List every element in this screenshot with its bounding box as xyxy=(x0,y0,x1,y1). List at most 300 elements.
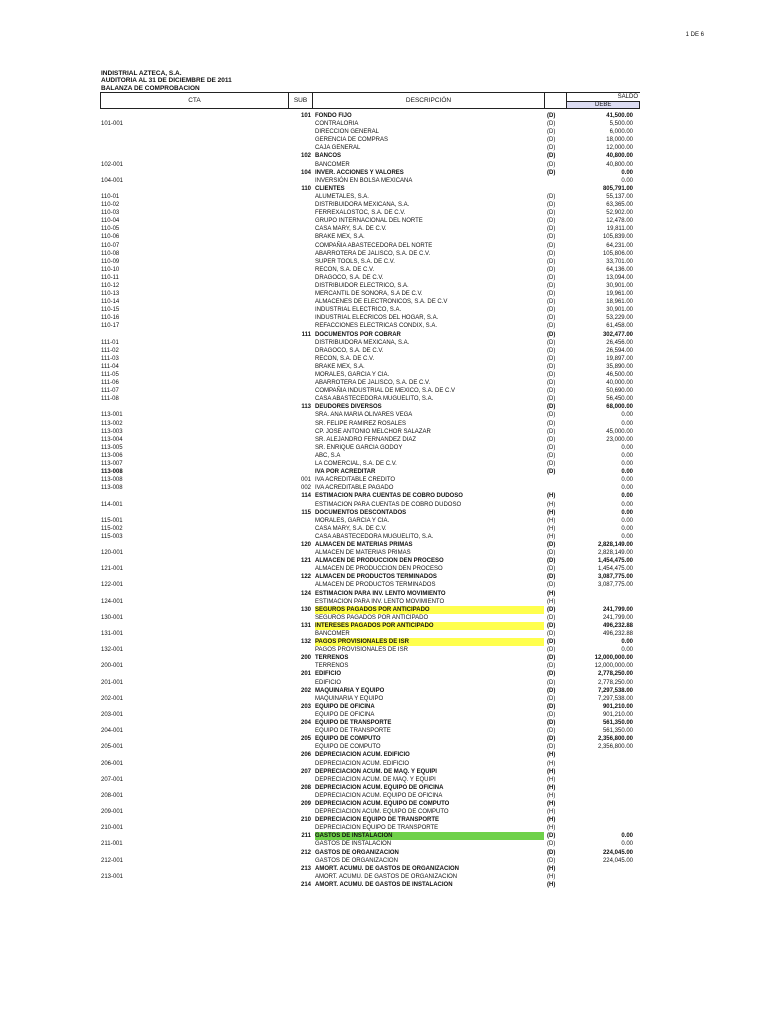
cell-debe: 40,800.00 xyxy=(606,153,633,160)
table-row xyxy=(0,630,768,638)
cell-debe: 64,231.00 xyxy=(606,242,633,249)
table-row xyxy=(0,371,768,379)
table-row xyxy=(0,581,768,589)
cell-debe: 105,806.00 xyxy=(602,250,633,257)
cell-desc: SR. FELIPE RAMIREZ ROSALES xyxy=(315,420,407,427)
cell-nature: (D) xyxy=(547,113,556,119)
cell-nature: (D) xyxy=(547,736,556,743)
cell-sub: 202 xyxy=(300,687,311,694)
table-row xyxy=(0,420,768,428)
cell-desc: FONDO FIJO xyxy=(315,113,352,119)
col-saldo-header: SALDO xyxy=(557,92,640,101)
cell-desc: ESTIMACION PARA CUENTAS DE COBRO DUDOSO xyxy=(315,501,462,508)
cell-sub: 210 xyxy=(300,817,311,824)
cell-sub: 002 xyxy=(300,485,311,492)
table-row xyxy=(0,687,768,695)
cell-debe: 0.00 xyxy=(621,639,633,646)
table-row xyxy=(0,242,768,250)
table-row xyxy=(0,646,768,654)
cell-desc: ABARROTERA DE JALISCO, S.A. DE C.V. xyxy=(315,380,431,387)
cell-nature: (H) xyxy=(547,590,556,597)
cell-desc: INDUSTRIAL ELECTRICO, S.A. xyxy=(315,307,402,314)
cell-sub: 203 xyxy=(300,703,311,710)
cell-desc: MAQUINARIA Y EQUIPO xyxy=(315,687,385,694)
cell-cta: 205-001 xyxy=(101,744,124,751)
cell-desc: DISTRIBUIDORA MEXICANA, S.A. xyxy=(315,339,410,346)
cell-desc: GRUPO INTERNACIONAL DEL NORTE xyxy=(315,218,423,225)
cell-desc: SUPER TOOLS, S.A. DE C.V. xyxy=(315,258,395,265)
cell-debe: 26,594.00 xyxy=(606,347,633,354)
table-row xyxy=(0,217,768,225)
table-row xyxy=(0,768,768,776)
cell-nature: (D) xyxy=(547,849,556,856)
table-row xyxy=(0,403,768,411)
cell-desc: DIRECCION GENERAL xyxy=(315,129,380,136)
table-row xyxy=(0,185,768,193)
cell-nature: (D) xyxy=(547,388,556,395)
cell-debe: 35,890.00 xyxy=(606,363,633,370)
cell-cta: 113-001 xyxy=(101,412,123,419)
cell-nature: (D) xyxy=(547,655,556,662)
cell-sub: 113 xyxy=(301,404,311,411)
cell-desc: GASTOS DE ORGANIZACION xyxy=(315,857,398,864)
cell-desc: ABARROTERA DE JALISCO, S.A. DE C.V. xyxy=(315,250,431,257)
cell-desc: SR. ENRIQUE GARCIA GODOY xyxy=(315,444,403,451)
table-row xyxy=(0,209,768,217)
cell-cta: 110-15 xyxy=(101,307,120,314)
cell-desc: CASA MARY, S.A. DE C.V. xyxy=(315,525,387,532)
cell-nature: (D) xyxy=(547,639,556,646)
cell-nature: (D) xyxy=(547,420,556,427)
cell-cta: 120-001 xyxy=(101,550,124,557)
cell-debe: 0.00 xyxy=(621,517,633,524)
cell-sub: 114 xyxy=(301,493,311,500)
cell-desc: CONTRALORIA xyxy=(315,121,359,128)
cell-desc: DEPRECIACION ACUM. EDIFICIO xyxy=(315,760,410,767)
cell-debe: 33,701.00 xyxy=(606,258,633,265)
table-row xyxy=(0,452,768,460)
cell-desc: DEPRECIACION ACUM. EQUIPO DE OFICINA xyxy=(315,792,443,799)
cell-cta: 209-001 xyxy=(101,809,124,816)
cell-desc: DRAGOCO, S.A. DE C.V. xyxy=(315,347,384,354)
cell-debe: 0.00 xyxy=(621,509,633,516)
cell-debe: 12,000,000.00 xyxy=(594,663,633,670)
table-row xyxy=(0,873,768,881)
cell-cta: 110-12 xyxy=(101,282,120,289)
cell-desc: DEPRECIACION ACUM. DE MAQ. Y EQUIPI xyxy=(315,768,437,775)
table-row xyxy=(0,282,768,290)
cell-nature: (H) xyxy=(547,873,556,880)
cell-debe: 0.00 xyxy=(621,177,633,184)
cell-nature: (D) xyxy=(547,274,556,281)
cell-debe: 0.00 xyxy=(621,461,633,468)
table-row xyxy=(0,484,768,492)
report-header xyxy=(101,70,232,92)
cell-nature: (D) xyxy=(547,282,556,289)
cell-nature: (H) xyxy=(547,752,556,759)
cell-debe: 30,901.00 xyxy=(606,307,633,314)
cell-debe: 0.00 xyxy=(621,493,633,500)
cell-desc: INVERSIÓN EN BOLSA MEXICANA xyxy=(315,177,413,184)
cell-desc: ALMACEN DE MATERIAS PRIMAS xyxy=(315,550,411,557)
cell-sub: 132 xyxy=(300,639,311,646)
cell-sub: 205 xyxy=(300,736,311,743)
cell-nature: (D) xyxy=(547,380,556,387)
cell-desc: IVA ACREDITABLE CREDITO xyxy=(315,477,396,484)
cell-debe: 302,477.00 xyxy=(602,331,633,338)
cell-desc: SEGUROS PAGADOS POR ANTICIPADO xyxy=(315,606,544,614)
table-row xyxy=(0,541,768,549)
cell-desc: EQUIPO DE OFICINA xyxy=(315,711,375,718)
cell-desc: DEPRECIACION EQUIPO DE TRANSPORTE xyxy=(315,825,439,832)
cell-cta: 102-001 xyxy=(101,161,124,168)
cell-nature: (H) xyxy=(547,776,556,783)
cell-desc: MORALES, GARCIA Y CIA. xyxy=(315,517,390,524)
page-number: 1 DE 6 xyxy=(685,32,704,38)
cell-debe: 18,961.00 xyxy=(606,299,633,306)
table-row xyxy=(0,128,768,136)
cell-cta: 213-001 xyxy=(101,873,124,880)
cell-cta: 110-11 xyxy=(101,274,119,281)
cell-debe: 0.00 xyxy=(621,533,633,540)
table-row xyxy=(0,169,768,177)
cell-debe: 5,500.00 xyxy=(609,121,633,128)
cell-desc: EQUIPO DE TRANSPORTE xyxy=(315,720,392,727)
cell-sub: 104 xyxy=(300,169,311,176)
cell-debe: 6,000.00 xyxy=(609,129,633,136)
cell-cta: 113-002 xyxy=(101,420,123,427)
cell-desc: FERREXALOSTOC, S.A. DE C.V. xyxy=(315,210,406,217)
table-row xyxy=(0,760,768,768)
table-row xyxy=(0,444,768,452)
cell-debe: 1,454,475.00 xyxy=(597,566,633,573)
table-row xyxy=(0,517,768,525)
col-sub-header: SUB xyxy=(288,92,313,109)
cell-debe: 23,000.00 xyxy=(606,436,633,443)
cell-sub: 207 xyxy=(300,768,311,775)
cell-desc: ALMACEN DE MATERIAS PRIMAS xyxy=(315,541,413,548)
table-row xyxy=(0,395,768,403)
cell-cta: 111-06 xyxy=(101,380,119,387)
table-row xyxy=(0,355,768,363)
cell-sub: 124 xyxy=(300,590,311,597)
table-row xyxy=(0,298,768,306)
cell-sub: 208 xyxy=(300,784,311,791)
cell-desc: CAJA GENERAL xyxy=(315,145,361,152)
table-row xyxy=(0,679,768,687)
cell-desc: AMORT. ACUMU. DE GASTOS DE ORGANIZACION xyxy=(315,865,460,872)
cell-debe: 68,000.00 xyxy=(606,404,633,411)
cell-desc: DOCUMENTOS POR COBRAR xyxy=(315,331,401,338)
cell-nature: (D) xyxy=(547,469,556,476)
cell-desc: DISTRIBUIDORA MEXICANA, S.A. xyxy=(315,202,410,209)
table-row xyxy=(0,662,768,670)
cell-nature: (D) xyxy=(547,161,556,168)
table-row xyxy=(0,250,768,258)
cell-sub: 131 xyxy=(300,622,311,629)
cell-cta: 113-004 xyxy=(101,436,123,443)
cell-sub: 121 xyxy=(300,558,311,565)
cell-debe: 561,350.00 xyxy=(602,720,633,727)
cell-nature: (D) xyxy=(547,226,556,233)
cell-cta: 104-001 xyxy=(101,177,124,184)
cell-desc: AMORT. ACUMU. DE GASTOS DE INSTALACION xyxy=(315,881,453,888)
cell-nature: (D) xyxy=(547,452,556,459)
cell-desc: SR. ALEJANDRO FERNANDEZ DIAZ xyxy=(315,436,417,443)
cell-debe: 0.00 xyxy=(621,647,633,654)
table-row xyxy=(0,136,768,144)
cell-nature: (H) xyxy=(547,493,556,500)
cell-nature: (D) xyxy=(547,550,556,557)
table-row xyxy=(0,290,768,298)
cell-desc: GERENCIA DE COMPRAS xyxy=(315,137,389,144)
cell-desc: TERRENOS xyxy=(315,655,349,662)
cell-debe: 105,839.00 xyxy=(602,234,633,241)
cell-debe: 0.00 xyxy=(621,469,633,476)
cell-cta: 110-13 xyxy=(101,291,120,298)
cell-debe: 496,232.88 xyxy=(602,622,633,629)
cell-nature: (D) xyxy=(547,331,556,338)
table-row xyxy=(0,784,768,792)
table-row xyxy=(0,865,768,873)
cell-debe: 61,458.00 xyxy=(606,323,633,330)
cell-nature: (H) xyxy=(547,800,556,807)
cell-debe: 3,087,775.00 xyxy=(597,574,633,581)
cell-nature: (D) xyxy=(547,307,556,314)
cell-cta: 131-001 xyxy=(101,631,124,637)
table-row xyxy=(0,857,768,865)
cell-nature: (D) xyxy=(547,169,556,176)
cell-debe: 56,450.00 xyxy=(606,396,633,403)
table-row xyxy=(0,112,768,120)
cell-sub: 211 xyxy=(301,833,311,840)
cell-nature: (D) xyxy=(547,444,556,451)
table-row xyxy=(0,881,768,889)
cell-nature: (H) xyxy=(547,525,556,532)
cell-desc: REFACCIONES ELECTRICAS CONDIX, S.A. xyxy=(315,323,438,330)
cell-sub: 101 xyxy=(300,113,311,119)
cell-sub: 111 xyxy=(301,331,311,338)
table-row xyxy=(0,776,768,784)
cell-cta: 115-001 xyxy=(101,517,123,524)
cell-nature: (D) xyxy=(547,582,556,589)
cell-cta: 110-03 xyxy=(101,210,120,217)
cell-cta: 113-003 xyxy=(101,428,123,435)
cell-nature: (D) xyxy=(547,218,556,225)
table-row xyxy=(0,849,768,857)
table-row xyxy=(0,322,768,330)
table-row xyxy=(0,177,768,185)
table-row xyxy=(0,808,768,816)
table-row xyxy=(0,144,768,152)
cell-cta: 206-001 xyxy=(101,760,124,767)
cell-nature: (D) xyxy=(547,663,556,670)
cell-cta: 110-16 xyxy=(101,315,120,322)
cell-nature: (D) xyxy=(547,396,556,403)
cell-debe: 2,828,149.00 xyxy=(597,541,633,548)
cell-debe: 64,136.00 xyxy=(606,266,633,273)
cell-nature: (D) xyxy=(547,436,556,443)
cell-cta: 208-001 xyxy=(101,792,124,799)
table-row xyxy=(0,792,768,800)
cell-cta: 110-10 xyxy=(101,266,120,273)
table-header xyxy=(100,92,640,111)
cell-desc: ALMACEN DE PRODUCCION DEN PROCESO xyxy=(315,566,443,573)
cell-cta: 110-02 xyxy=(101,202,120,209)
cell-nature: (D) xyxy=(547,744,556,751)
company-name: INDISTRIAL AZTECA, S.A. xyxy=(101,70,182,77)
cell-nature: (D) xyxy=(547,428,556,435)
cell-nature: (D) xyxy=(547,339,556,346)
cell-desc: DEPRECIACION ACUM. EQUIPO DE COMPUTO xyxy=(315,809,449,816)
cell-debe: 46,500.00 xyxy=(606,372,633,378)
cell-nature: (D) xyxy=(547,121,556,128)
table-row xyxy=(0,670,768,678)
cell-debe: 2,778,250.00 xyxy=(597,671,633,678)
cell-cta: 113-006 xyxy=(101,452,123,459)
cell-nature: (D) xyxy=(547,404,556,411)
cell-desc: CLIENTES xyxy=(315,185,345,192)
cell-debe: 13,094.00 xyxy=(606,274,633,281)
cell-sub: 115 xyxy=(301,509,311,516)
cell-desc: SEGUROS PAGADOS POR ANTICIPADO xyxy=(315,614,429,621)
cell-sub: 110 xyxy=(301,185,311,192)
cell-desc: GASTOS DE INSTALACION xyxy=(315,841,392,848)
cell-nature: (D) xyxy=(547,703,556,710)
cell-nature: (D) xyxy=(547,258,556,265)
cell-cta: 204-001 xyxy=(101,728,124,735)
cell-cta: 121-001 xyxy=(101,566,124,573)
cell-desc: INDUSTRIAL ELECRICOS DEL HOGAR, S.A. xyxy=(315,315,439,322)
cell-desc: INVER. ACCIONES Y VALORES xyxy=(315,169,404,176)
table-row xyxy=(0,468,768,476)
table-row xyxy=(0,751,768,759)
cell-desc: DEUDORES DIVERSOS xyxy=(315,404,382,411)
table-row xyxy=(0,387,768,395)
cell-debe: 0.00 xyxy=(621,169,633,176)
cell-desc: PAGOS PROVISIONALES DE ISR xyxy=(315,638,544,646)
cell-desc: EDIFICIO xyxy=(315,679,342,686)
cell-desc: CP. JOSE ANTONIO MELCHOR SALAZAR xyxy=(315,428,431,435)
cell-sub: 102 xyxy=(300,153,311,160)
cell-debe: 7,297,538.00 xyxy=(597,695,633,702)
table-row xyxy=(0,533,768,541)
col-cta-header: CTA xyxy=(100,92,289,109)
cell-debe: 63,365.00 xyxy=(606,202,633,209)
cell-debe: 7,297,538.00 xyxy=(597,687,633,694)
cell-desc: ALMACEN DE PRODUCTOS TERMINADOS xyxy=(315,582,436,589)
cell-nature: (H) xyxy=(547,792,556,799)
table-row xyxy=(0,824,768,832)
table-row xyxy=(0,614,768,622)
cell-cta: 115-003 xyxy=(101,533,123,540)
cell-sub: 201 xyxy=(300,671,311,678)
cell-debe: 40,000.00 xyxy=(606,380,633,387)
cell-desc: BANCOMER xyxy=(315,631,350,637)
cell-desc: BRAKE MEX, S.A. xyxy=(315,234,365,241)
table-row xyxy=(0,120,768,128)
cell-cta: 113-008 xyxy=(101,477,123,484)
cell-debe: 40,800.00 xyxy=(606,161,633,168)
table-row xyxy=(0,695,768,703)
table-row xyxy=(0,225,768,233)
table-row xyxy=(0,501,768,509)
cell-desc: MAQUINARIA Y EQUIPO xyxy=(315,695,384,702)
cell-nature: (H) xyxy=(547,865,556,872)
cell-nature: (D) xyxy=(547,614,556,621)
cell-debe: 0.00 xyxy=(621,833,633,840)
cell-desc: BRAKE MEX, S.A. xyxy=(315,363,365,370)
cell-desc: EQUIPO DE TRANSPORTE xyxy=(315,728,391,735)
cell-nature: (H) xyxy=(547,817,556,824)
cell-cta: 110-09 xyxy=(101,258,120,265)
cell-debe: 496,232.88 xyxy=(602,631,633,637)
cell-desc: CASA MARY, S.A. DE C.V. xyxy=(315,226,387,233)
table-row xyxy=(0,703,768,711)
cell-cta: 110-07 xyxy=(101,242,120,249)
cell-cta: 113-008 xyxy=(101,469,123,476)
col-desc-header: DESCRIPCIÓN xyxy=(312,92,545,109)
cell-nature: (D) xyxy=(547,833,556,840)
cell-cta: 101-001 xyxy=(101,121,124,128)
cell-debe: 0.00 xyxy=(621,477,633,484)
cell-desc: IVA ACREDITABLE PAGADO xyxy=(315,485,394,492)
cell-cta: 202-001 xyxy=(101,695,124,702)
cell-nature: (D) xyxy=(547,574,556,581)
cell-cta: 212-001 xyxy=(101,857,124,864)
table-row xyxy=(0,339,768,347)
cell-desc: SRA. ANA MARIA OLIVARES VEGA xyxy=(315,412,413,419)
cell-cta: 111-01 xyxy=(101,339,119,346)
cell-desc: EQUIPO DE OFICINA xyxy=(315,703,375,710)
cell-desc: EDIFICIO xyxy=(315,671,342,678)
cell-nature: (H) xyxy=(547,809,556,816)
table-row xyxy=(0,492,768,500)
cell-nature: (D) xyxy=(547,647,556,654)
cell-sub: 130 xyxy=(300,606,311,613)
cell-desc: BANCOS xyxy=(315,153,342,160)
cell-desc: DRAGOCO, S.A. DE C.V. xyxy=(315,274,384,281)
cell-debe: 19,897.00 xyxy=(606,355,633,362)
table-row xyxy=(0,233,768,241)
table-row xyxy=(0,314,768,322)
cell-nature: (H) xyxy=(547,533,556,540)
table-row xyxy=(0,565,768,573)
table-row xyxy=(0,509,768,517)
cell-desc: ESTIMACION PARA CUENTAS DE COBRO DUDOSO xyxy=(315,493,463,500)
cell-debe: 224,045.00 xyxy=(602,849,633,856)
cell-nature: (D) xyxy=(547,355,556,362)
cell-cta: 110-04 xyxy=(101,218,120,225)
cell-cta: 110-01 xyxy=(101,193,120,200)
cell-debe: 901,210.00 xyxy=(602,703,633,710)
cell-nature: (D) xyxy=(547,299,556,306)
table-row xyxy=(0,727,768,735)
table-row xyxy=(0,816,768,824)
cell-cta: 113-008 xyxy=(101,485,123,492)
cell-desc: ALMACEN DE PRODUCTOS TERMINADOS xyxy=(315,574,437,581)
cell-nature: (D) xyxy=(547,631,556,637)
cell-nature: (D) xyxy=(547,242,556,249)
cell-debe: 241,799.00 xyxy=(602,614,633,621)
cell-desc: DEPRECIACION ACUM. DE MAQ. Y EQUIPI xyxy=(315,776,436,783)
cell-sub: 120 xyxy=(300,541,311,548)
cell-desc: AMORT. ACUMU. DE GASTOS DE ORGANIZACION xyxy=(315,873,458,880)
cell-sub: 204 xyxy=(300,720,311,727)
cell-sub: 200 xyxy=(300,655,311,662)
cell-debe: 0.00 xyxy=(621,485,633,492)
cell-cta: 122-001 xyxy=(101,582,124,589)
